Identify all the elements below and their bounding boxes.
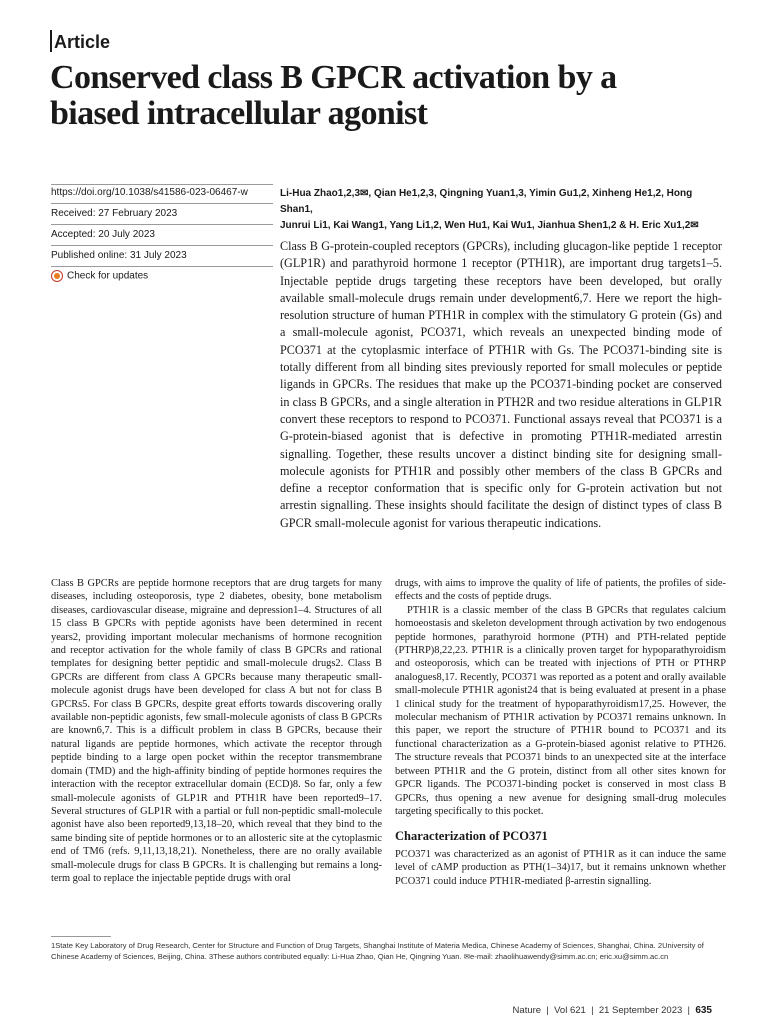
meta-divider <box>51 245 273 246</box>
abstract: Class B G-protein-coupled receptors (GPCRs), including glucagon-like peptide 1 receptor (GLP1R) and parathyroid hormone 1 receptor (PTH1R), are important drug targets1–5. Injectable peptide drugs targeting these receptors have been developed, but orally available small-molecule drugs remain under development6,7. Here we report the high-resolution structure of human PTH1R in complex with the stimulatory G protein (Gs) and a small-molecule agonist, PCO371, which reveals an unexpected binding mode of PCO371 at the cytoplasmic interface of PTH1R with Gs. The PCO371-binding site is totally different from all binding sites previously reported for small molecules or peptide ligands in GPCRs. The residues that make up the PCO371-binding pocket are conserved in class B GPCRs, and a single alteration in PTH2R and two residue alterations in GLP1R convert these receptors to respond to PCO371. Functional assays reveal that PCO371 is a G-protein-biased agonist that is defective in promoting PTH1R-mediated arrestin signalling. Together, these results uncover a distinct binding site for designing small-molecule agonists for PTH1R and possibly other members of the class B GPCRs and define a receptor conformation that is specific only for G-protein activation but not arrestin signalling. These insights should facilitate the design of distinct types of class B GPCR small-molecule agonist for various therapeutic indications. <box>280 239 722 530</box>
header-rule <box>50 30 52 52</box>
body-column-left <box>51 577 382 885</box>
check-updates-icon <box>51 270 63 282</box>
accepted-date: Accepted: 20 July 2023 <box>51 229 155 240</box>
journal-date: 21 September 2023 <box>598 1005 683 1016</box>
body-column-right <box>395 577 726 888</box>
body-paragraph: drugs, with aims to improve the quality of life of patients, the profiles of side-effects and the costs of peptide drugs. <box>395 578 726 603</box>
check-for-updates-button[interactable] <box>51 270 273 282</box>
received-date: Received: 27 February 2023 <box>51 208 178 219</box>
check-updates-label: Check for updates <box>67 270 149 282</box>
authors-line-2: Junrui Li1, Kai Wang1, Yang Li1,2, Wen Hu1, Kai Wu1, Jianhua Shen1,2 & H. Eric Xu1,2✉ <box>280 220 699 231</box>
affiliations-footnote: 1State Key Laboratory of Drug Research, Center for Structure and Function of Drug Targets, Shanghai Institute of Materia Medica, Chinese Academy of Sciences, Shanghai, China. 2University of Chinese Academy of Sciences, Beijing, China. 3These authors contributed equally: Li-Hua Zhao, Qian He, Qingning Yuan. ✉e-mail: zhaolihuawendy@simm.ac.cn; eric.xu@simm.ac.cn <box>51 941 704 961</box>
body-paragraph: Class B GPCRs are peptide hormone receptors that are drug targets for many diseases, including osteoporosis, type 2 diabetes, obesity, bone metabolism diseases, cardiovascular disease, migraine and depression1–4. Structures of all 15 class B GPCRs with peptide agonists have been determined in recent years2, providing important molecular mechanisms of hormone recognition and receptor activation for the whole family of class B GPCRs and rational templates for designing better peptidic and small-molecule drugs2. Class B GPCRs are different from class A GPCRs because many therapeutic small-molecule agonist drugs have been developed for class A but not for class B GPCRs5. For class B GPCRs, despite great efforts towards discovering orally available non-peptidic agonists, few small-molecule agonists of class B GPCRs are known6,7. This is a difficult problem in class B GPCRs, because their natural ligands are peptide hormones, which activate the receptor through peptide binding to a large open pocket within the receptor transmembrane domain (TMD) and the high-affinity binding of peptide hormones requires the interaction with the receptor extracellular domain (ECD)8. So far, only a few small-molecule agonists of GLP1R and PTH1R have been reported9–17. Several structures of GLP1R with a partial or full non-peptidic small-molecule agonist have also been reported9,13,18–20, which reveal that they bind to the same binding site of peptide hormones or to an allosteric site at the cytoplasmic end of TM6 (refs. 9,11,13,18,21). Nonetheless, there are no orally available small-molecule drugs for class B GPCRs. It is challenging but remains a long-term goal to replace the injectable peptide drugs with oral <box>51 578 382 884</box>
author-list <box>280 186 720 234</box>
section-heading: Characterization of PCO371 <box>395 829 548 844</box>
meta-divider <box>51 184 273 185</box>
published-date: Published online: 31 July 2023 <box>51 250 187 261</box>
doi-link[interactable]: https://doi.org/10.1038/s41586-023-06467-w <box>51 187 248 198</box>
article-type-label: Article <box>54 32 111 52</box>
body-paragraph: PTH1R is a classic member of the class B GPCRs that regulates calcium homoeostasis and skeleton development through activation by two endogenous peptide hormones, parathyroid hormone (PTH) and PTH-related peptide (PTHRP)8,22,23. PTH1R is a clinically proven target for hypoparathyroidism and osteoporosis, which can be treated with injections of PTH or PTHRP analogues8,17. Recently, PCO371 was reported as a potent and orally available small-molecule PTH1R agonist24 that is being evaluated at present in a phase 1 clinical study for the treatment of hypoparathyroidism17,25. However, the molecular mechanism of PTH1R activation by PCO371 remains unknown. In this paper, we report the structure of PTH1R bound to PCO371 and its functional characterization as a G-protein-biased agonist relative to PTH26. The structure reveals that PCO371 binds to an unexpected site at the interface between PTH1R and the G protein, distinct from all other sites known for GPCR ligands. The PCO371-binding pocket is conserved in most class B GPCRs, thus opening a new avenue for designing small-drug molecules targeting specifically to this pocket. <box>395 604 726 817</box>
meta-divider <box>51 266 273 267</box>
article-title: Conserved class B GPCR activation by a biased intracellular agonist <box>50 59 617 132</box>
meta-divider <box>51 224 273 225</box>
authors-line-1: Li-Hua Zhao1,2,3✉, Qian He1,2,3, Qingning Yuan1,3, Yimin Gu1,2, Xinheng He1,2, Hong Shan1, <box>280 188 693 215</box>
journal-name: Nature <box>512 1005 542 1016</box>
journal-volume: Vol 621 <box>554 1005 586 1016</box>
footnote-rule <box>51 936 111 937</box>
meta-divider <box>51 203 273 204</box>
journal-footer: Nature | Vol 621 | 21 September 2023 | 635 <box>512 1005 712 1016</box>
body-paragraph: PCO371 was characterized as an agonist of PTH1R as it can induce the same level of cAMP production as PTH(1–34)17, but it remains unknown whether PCO371 could induce PTH1R-mediated β-arrestin signalling. <box>395 848 726 887</box>
page-number: 635 <box>695 1005 712 1016</box>
